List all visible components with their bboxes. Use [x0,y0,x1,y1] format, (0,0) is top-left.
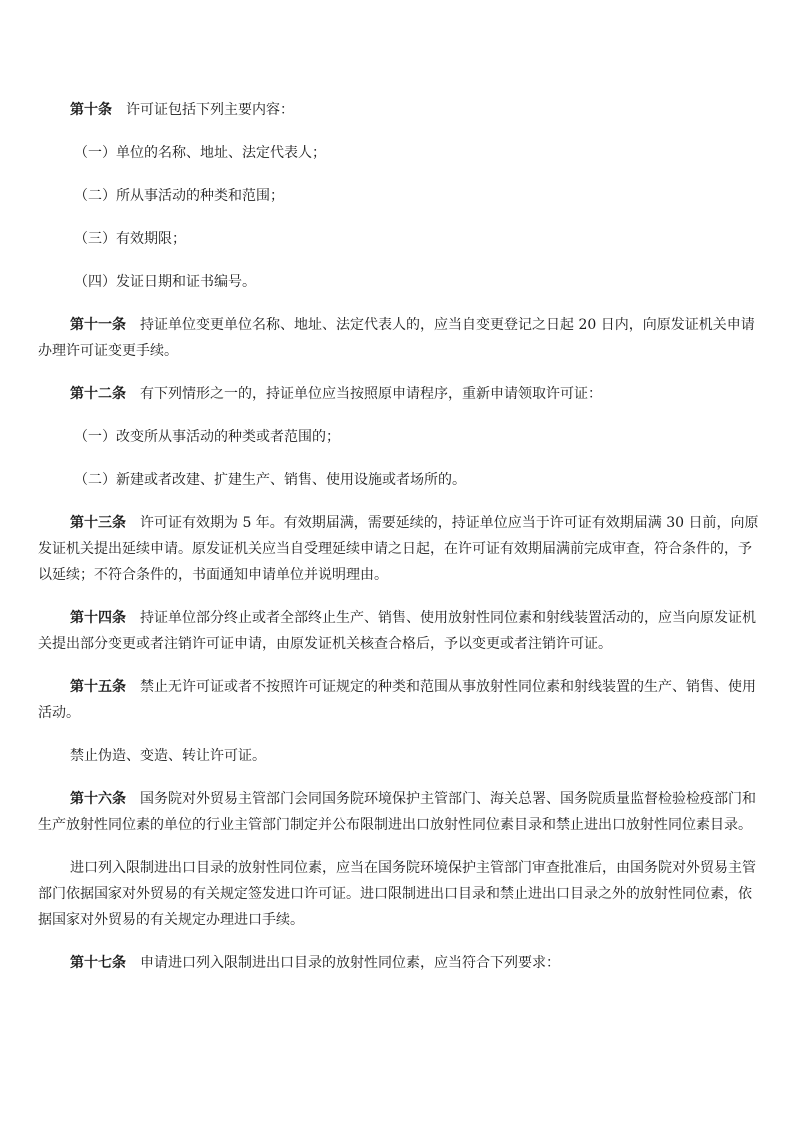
paragraph-text: （二）所从事活动的种类和范围； [74,188,284,204]
paragraph-text: 禁止伪造、变造、转让许可证。 [70,748,266,764]
paragraph-text: （二）新建或者改建、扩建生产、销售、使用设施或者场所的。 [74,472,466,488]
article-number: 第十四条 [70,610,126,626]
paragraph-text: （三）有效期限； [74,231,186,247]
list-item [38,269,760,295]
document-page [38,97,760,993]
paragraph-article-15 [38,674,760,726]
paragraph-text: （四）发证日期和证书编号。 [74,274,256,290]
list-item [38,226,760,252]
list-item [38,467,760,493]
article-number: 第十五条 [70,679,126,695]
paragraph-text: 禁止无许可证或者不按照许可证规定的种类和范围从事放射性同位素和射线装置的生产、销售、使用活动。 [38,679,756,721]
paragraph-text: 国务院对外贸易主管部门会同国务院环境保护主管部门、海关总署、国务院质量监督检验检疫部门和生产放射性同位素的单位的行业主管部门制定并公布限制进出口放射性同位素目录和禁止进出口放射性同位素目录。 [38,791,756,833]
paragraph-text: 有下列情形之一的，持证单位应当按照原申请程序，重新申请领取许可证： [140,386,602,402]
list-item [38,183,760,209]
paragraph-article-13 [38,510,760,588]
paragraph-text: 进口列入限制进出口目录的放射性同位素，应当在国务院环境保护主管部门审查批准后，由国务院对外贸易主管部门依据国家对外贸易的有关规定签发进口许可证。进口限制进出口目录和禁止进出口目录之外的放射性同位素，依据国家对外贸易的有关规定办理进口手续。 [38,860,756,928]
paragraph-article-10 [38,97,760,123]
article-number: 第十条 [70,102,112,118]
article-number: 第十一条 [70,317,126,333]
paragraph-article-12 [38,381,760,407]
paragraph-article-11 [38,312,760,364]
article-number: 第十三条 [70,515,126,531]
paragraph-text: 持证单位变更单位名称、地址、法定代表人的，应当自变更登记之日起 20 日内，向原发证机关申请办理许可证变更手续。 [38,317,755,359]
paragraph-text: 许可证有效期为 5 年。有效期届满，需要延续的，持证单位应当于许可证有效期届满 30 日前，向原发证机关提出延续申请。原发证机关应当自受理延续申请之日起，在许可证有效期届满前完成审查，符合条件的，予以延续；不符合条件的，书面通知申请单位并说明理由。 [38,515,759,583]
paragraph-article-14 [38,605,760,657]
paragraph-article-16 [38,786,760,838]
paragraph-text: 持证单位部分终止或者全部终止生产、销售、使用放射性同位素和射线装置活动的，应当向原发证机关提出部分变更或者注销许可证申请，由原发证机关核查合格后，予以变更或者注销许可证。 [38,610,756,652]
paragraph-text: （一）单位的名称、地址、法定代表人； [74,145,326,161]
paragraph-text-block [38,855,760,933]
paragraph-article-17 [38,950,760,976]
list-item [38,140,760,166]
article-number: 第十七条 [70,955,126,971]
paragraph-text: （一）改变所从事活动的种类或者范围的； [74,429,340,445]
paragraph-text: 许可证包括下列主要内容： [126,102,294,118]
article-number: 第十六条 [70,791,126,807]
paragraph-text-block [38,743,760,769]
paragraph-text: 申请进口列入限制进出口目录的放射性同位素，应当符合下列要求： [140,955,560,971]
list-item [38,424,760,450]
article-number: 第十二条 [70,386,126,402]
